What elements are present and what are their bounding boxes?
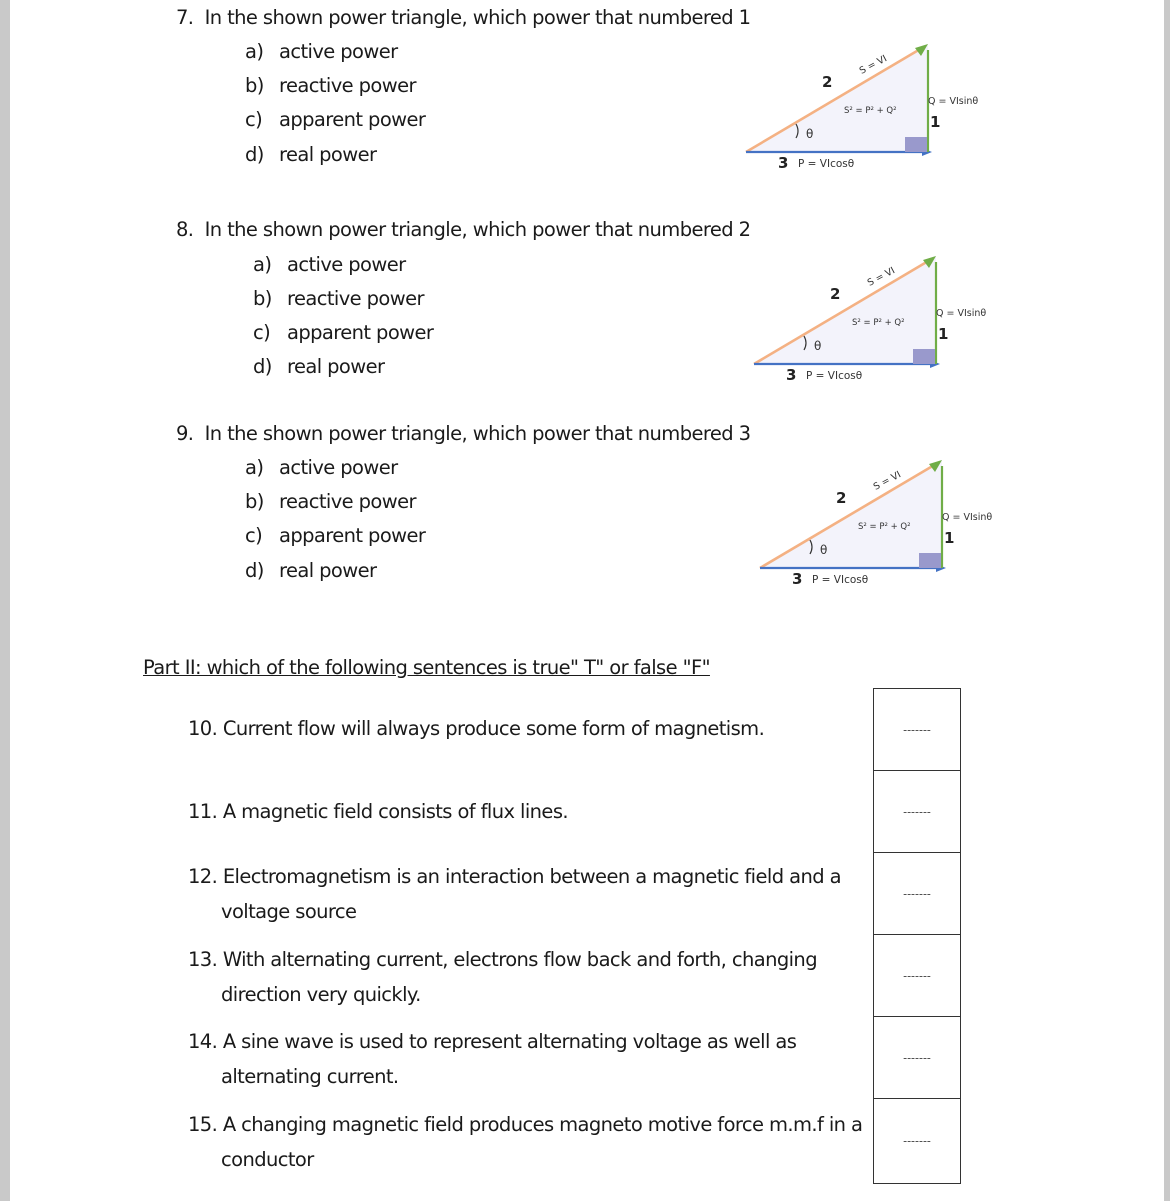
right-angle-marker bbox=[919, 553, 941, 568]
angle-symbol: θ bbox=[820, 543, 828, 557]
option-a[interactable]: a) active power bbox=[245, 456, 398, 479]
answer-column bbox=[873, 688, 961, 1184]
right-angle-marker bbox=[905, 137, 927, 152]
formula-label: S² = P² + Q² bbox=[844, 106, 897, 116]
option-d[interactable]: d) real power bbox=[253, 355, 385, 378]
vertical-label: Q = VIsinθ bbox=[942, 512, 993, 523]
question-text: In the shown power triangle, which power that numbered 1 bbox=[204, 6, 751, 29]
option-b[interactable]: b) reactive power bbox=[245, 490, 416, 513]
power-triangle-diagram-q9 bbox=[756, 454, 1006, 590]
number-3: 3 bbox=[786, 366, 797, 384]
option-c[interactable]: c) apparent power bbox=[245, 524, 426, 547]
answer-box-12[interactable]: ------- bbox=[874, 853, 960, 935]
number-3: 3 bbox=[792, 570, 803, 588]
option-a[interactable]: a) active power bbox=[245, 40, 398, 63]
question-8 bbox=[176, 218, 750, 241]
page-edge-left bbox=[0, 0, 10, 1201]
option-d[interactable]: d) real power bbox=[245, 143, 377, 166]
answer-box-11[interactable]: ------- bbox=[874, 771, 960, 853]
answer-box-13[interactable]: ------- bbox=[874, 935, 960, 1017]
hyp-label: S = VI bbox=[857, 53, 889, 77]
hyp-label: S = VI bbox=[865, 265, 897, 289]
question-text: In the shown power triangle, which power that numbered 2 bbox=[204, 218, 751, 241]
page-edge-right bbox=[1164, 0, 1170, 1201]
angle-symbol: θ bbox=[814, 339, 822, 353]
number-2: 2 bbox=[822, 73, 833, 91]
number-1: 1 bbox=[944, 529, 955, 547]
option-c[interactable]: c) apparent power bbox=[245, 108, 426, 131]
option-b[interactable]: b) reactive power bbox=[253, 287, 424, 310]
base-label: P = VIcosθ bbox=[798, 158, 855, 170]
option-b[interactable]: b) reactive power bbox=[245, 74, 416, 97]
number-3: 3 bbox=[778, 154, 789, 172]
answer-box-15[interactable]: ------- bbox=[903, 1134, 931, 1148]
number-2: 2 bbox=[830, 285, 841, 303]
question-7 bbox=[176, 6, 750, 29]
option-d[interactable]: d) real power bbox=[245, 559, 377, 582]
statement-11: 11. A magnetic field consists of flux lines. bbox=[188, 800, 568, 823]
power-triangle-diagram-q7 bbox=[742, 38, 992, 174]
formula-label: S² = P² + Q² bbox=[858, 522, 911, 532]
question-number: 8. bbox=[176, 218, 194, 241]
statement-13: 13. With alternating current, electrons flow back and forth, changing direction very quickly. bbox=[188, 948, 817, 1006]
number-2: 2 bbox=[836, 489, 847, 507]
vertical-label: Q = VIsinθ bbox=[936, 308, 987, 319]
statement-14: 14. A sine wave is used to represent alternating voltage as well as alternating current. bbox=[188, 1030, 797, 1088]
number-1: 1 bbox=[930, 113, 941, 131]
formula-label: S² = P² + Q² bbox=[852, 318, 905, 328]
statement-15: 15. A changing magnetic field produces magneto motive force m.m.f in a conductor bbox=[188, 1113, 863, 1171]
question-text: In the shown power triangle, which power that numbered 3 bbox=[204, 422, 751, 445]
hyp-label: S = VI bbox=[871, 469, 903, 493]
angle-symbol: θ bbox=[806, 127, 814, 141]
part2-heading: Part II: which of the following sentences is true" T" or false "F" bbox=[143, 656, 710, 679]
option-a[interactable]: a) active power bbox=[253, 253, 406, 276]
question-9 bbox=[176, 422, 750, 445]
question-number: 7. bbox=[176, 6, 194, 29]
base-label: P = VIcosθ bbox=[806, 370, 863, 382]
option-c[interactable]: c) apparent power bbox=[253, 321, 434, 344]
base-label: P = VIcosθ bbox=[812, 574, 869, 586]
number-1: 1 bbox=[938, 325, 949, 343]
question-number: 9. bbox=[176, 422, 194, 445]
answer-box-10[interactable]: ------- bbox=[874, 689, 960, 771]
right-angle-marker bbox=[913, 349, 935, 364]
power-triangle-diagram-q8 bbox=[750, 250, 1000, 386]
vertical-label: Q = VIsinθ bbox=[928, 96, 979, 107]
statement-12: 12. Electromagnetism is an interaction between a magnetic field and a voltage source bbox=[188, 865, 841, 923]
answer-box-14[interactable]: ------- bbox=[874, 1017, 960, 1099]
statement-10: 10. Current flow will always produce some form of magnetism. bbox=[188, 717, 765, 740]
